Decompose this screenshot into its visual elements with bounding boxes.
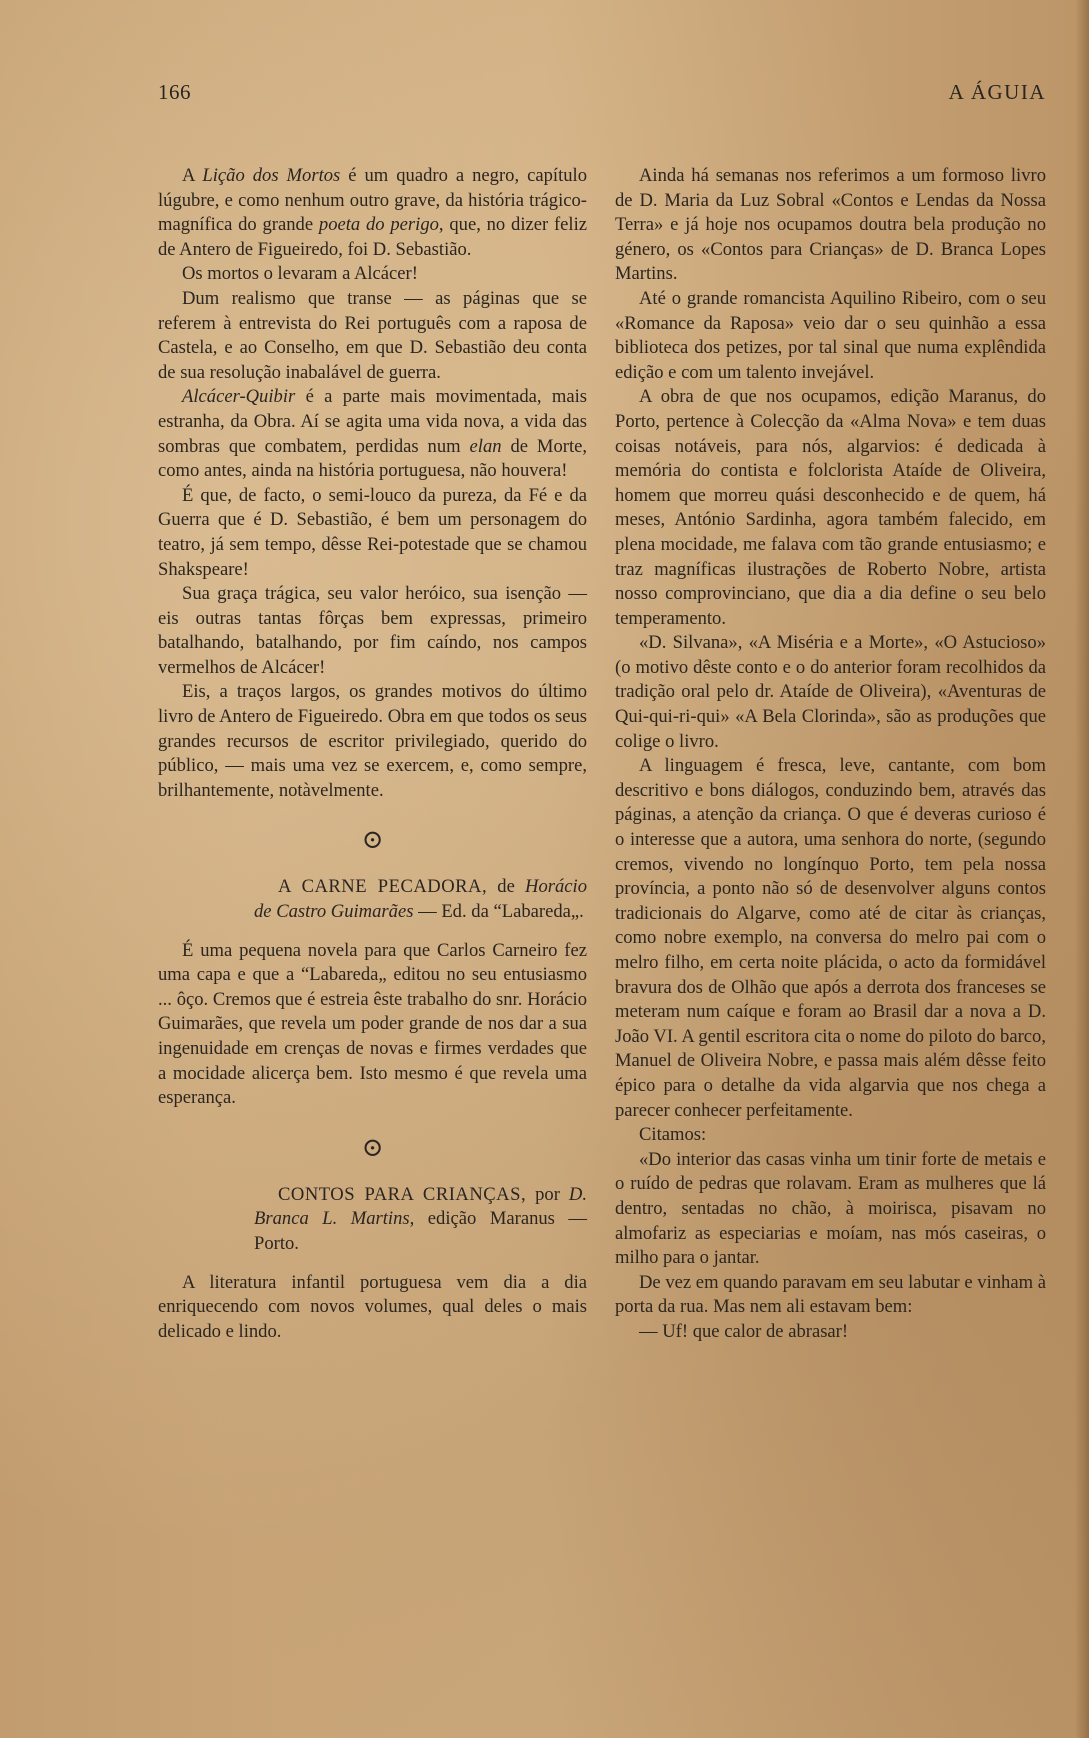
running-header <box>158 80 1046 110</box>
paragraph: É que, de facto, o semi-louco da pureza, da Fé e da Guerra que é D. Sebastião, é bem um personagem do teatro, já sem tempo, dêsse Rei-potestade que se chamou Shakspeare! <box>158 484 587 580</box>
quotation: De vez em quando paravam em seu labutar e vinham à porta da rua. Mas nem ali estavam bem: <box>615 1271 1046 1318</box>
page-edge-shadow <box>1075 0 1089 1738</box>
right-column <box>615 164 1046 1345</box>
left-column <box>158 164 587 1344</box>
paragraph: Sua graça trágica, seu valor heróico, sua isenção — eis outras tantas fôrças bem expressas, primeiro batalhando, batalhando, por fim caíndo, nos campos vermelhos de Alcácer! <box>158 583 587 678</box>
journal-title: A ÁGUIA <box>948 80 1046 104</box>
paragraph: Até o grande romancista Aquilino Ribeiro, com o seu «Romance da Raposa» veio dar o seu quinhão a essa biblioteca dos petizes, por tal sinal que numa explêndida edição e com um talento invejável. <box>615 287 1046 383</box>
paragraph: Alcácer-Quibir é a parte mais movimentada, mais estranha, da Obra. Aí se agita uma vida nova, a vida das sombras que combatem, perdidas num elan de Morte, como antes, ainda na história portuguesa, não houvera! <box>158 386 588 482</box>
paragraph: «D. Silvana», «A Miséria e a Morte», «O Astucioso» (o motivo dêste conto e o do anterior foram recolhidos da tradição oral pelo dr. Ataíde de Oliveira), «Aventuras de Qui-qui-ri-qui» «A Bela Clorinda», são as produções que colige o livro. <box>615 632 1046 752</box>
paragraph: Os mortos o levaram a Alcácer! <box>182 263 418 285</box>
section-separator-icon: ⊙ <box>361 1132 384 1162</box>
paragraph: A linguagem é fresca, leve, cantante, com bom descritivo e bons diálogos, conduzindo bem, através das páginas, a atenção da criança. O que é deveras curioso é o interesse que a autora, uma senhora do norte, (segundo cremos, vivendo no longínquo Porto, tem pela nossa província, a ponto não só de desenvolver alguns contos tradicionais do Algarve, como até de citar às crianças, como nobre exemplo, na conversa do melro pai com o melro filho, em certa noite plácida, o acto da formidável bravura dos de Olhão que após a derrota dos franceses se meteram num caíque e foram ao Brasil dar a nova a D. João VI. A gentil escritora cita o nome do piloto do barco, Manuel de Oliveira Nobre, e passa mais além dêsse feito épico para o detalhe da vida algarvia que nos chega a parecer conhecer perfeitamente. <box>615 755 1046 1121</box>
paragraph: Eis, a traços largos, os grandes motivos do último livro de Antero de Figueiredo. Obra em que todos os seus grandes recursos de escritor privilegiado, querido do público, — mais uma vez se exercem, e, como sempre, brilhantemente, notàvelmente. <box>158 681 587 801</box>
paragraph: Ainda há semanas nos referimos a um formoso livro de D. Maria da Luz Sobral «Contos e Lendas da Nossa Terra» e já hoje nos ocupamos doutra bela produção no género, os «Contos para Crianças» de D. Branca Lopes Martins. <box>615 165 1046 285</box>
paragraph: A Lição dos Mortos é um quadro a negro, capítulo lúgubre, e como nenhum outro grave, da história trágico-magnífica do grande poeta do perigo, que, no dizer feliz de Antero de Figueiredo, foi D. Sebastião. <box>158 165 587 260</box>
paragraph: Dum realismo que transe — as páginas que se referem à entrevista do Rei português com a raposa de Castela, e ao Conselho, em que D. Sebastião deu conta de sua resolução inabalável de guerra. <box>158 287 587 383</box>
paragraph: A literatura infantil portuguesa vem dia a dia enriquecendo com novos volumes, qual deles o mais delicado e lindo. <box>158 1271 587 1342</box>
book-review-heading: CONTOS PARA CRIANÇAS, por D. Branca L. Martins, edição Maranus — Porto. <box>254 1183 588 1254</box>
paragraph: A obra de que nos ocupamos, edição Maranus, do Porto, pertence à Colecção da «Alma Nova» e tem duas coisas notáveis, para nós, algarvios: é dedicada à memória do contista e folclorista Ataíde de Oliveira, homem que morreu quási desconhecido e de quem, há meses, António Sardinha, agora também falecido, em plena mocidade, me falava com tão grande entusiasmo; e traz magníficas ilustrações de Roberto Nobre, artista nosso comprovinciano, que dia a dia define o seu belo temperamento. <box>615 386 1046 629</box>
book-review-heading: A CARNE PECADORA, de Horácio de Castro Guimarães — Ed. da “Labareda„. <box>254 876 587 923</box>
paragraph: É uma pequena novela para que Carlos Carneiro fez uma capa e que a “Labareda„ editou no seu entusiasmo ... ôço. Cremos que é estreia êste trabalho do snr. Horácio Guimarães, que revela um poder grande de nos dar a sua ingenuidade em crenças de novas e firmes verdades que a mocidade alicerça bem. Isto mesmo é que revela uma esperança. <box>158 939 587 1109</box>
section-separator-icon: ⊙ <box>361 825 384 855</box>
quotation: — Uf! que calor de abrasar! <box>639 1320 849 1342</box>
paragraph: Citamos: <box>639 1124 707 1146</box>
quotation: «Do interior das casas vinha um tinir forte de metais e o ruído de pedras que rolavam. Eram as mulheres que lá dentro, sentadas no chão, à moirisca, pisavam no almofariz as especiarias e moíam, nas mós caseiras, o milho para o jantar. <box>615 1148 1046 1269</box>
page-number: 166 <box>158 80 191 104</box>
